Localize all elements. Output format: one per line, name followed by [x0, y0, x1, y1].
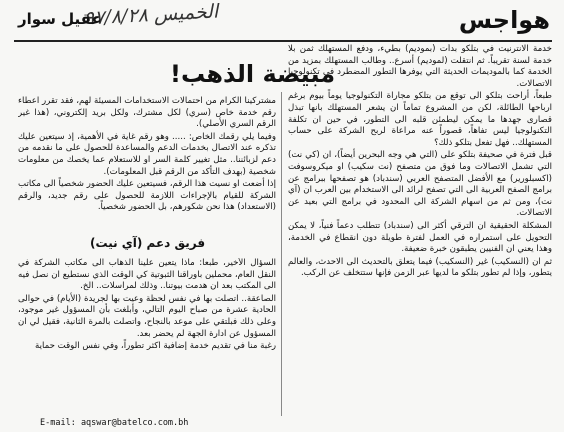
paragraph: طبعاً، أراحت بتلكو الى توقع من بتلكو مجاراة التكنولوجيا يوماً بيوم برغم ارباحها الطائلة، لكن من المشروع تماماً ان يشعر المستهلك بانها تبذل قصارى جهدها ما يمكن ليطمئن قلبه الى التطور، في حين ان تكلفة التكنولوجيا ليس تفاهاً، قصوراً عنه مراعاة لربح الشركة على حساب المستهلك.. فهل تفعل بتلكو ذلك؟ [288, 91, 552, 148]
author-email: E-mail: aqswar@batelco.com.bh [40, 418, 189, 428]
header-rule [14, 40, 552, 42]
paragraph: السؤال الأخير، طبعاً: ماذا يتعين علينا الذهاب الى مكاتب الشركة في النقل العام، محملين باوراقنا الثبوتية كي الوقت الذي نستطيع ان نصل فيه الى المكتب بعد ان هدمت بيوتنا.. وذلك لمراسلات.. الخ. [18, 258, 276, 292]
column-name: هواجس [458, 6, 550, 34]
paragraph: مشتركينا الكرام من احتمالات الاستخدامات المسيئة لهم، فقد تقرر اعطاء رقم خدمة خاص (سري) لكل مشترك، ولكل بريد إلكتروني، (هذا غير الرقم السري الأصلي). [18, 96, 276, 130]
paragraph: المشكلة الحقيقية ان الترقي أكثر الى (سندباد) تتطلب دعماً فنياً، لا يمكن التحويل على استمراره في العمل لفترة طويلة دون انقطاع في الخدمة، وهذا يعني ان الفنيين يطبقون خبرة ضعيفة. [288, 220, 552, 255]
paragraph: خدمة الانترنيت في بتلكو بدأت (بموديم) بطيء، ودفع المستهلك ثمن بلا خدمة لسنة تقريباً. ثم انتقلت (لموديم) أسرع.. وطالب المستهلك بمزيد من الخدمة كما بالموديمات الحديثة التي يوفرها التطور المضطرد في تكنولوجيا الاتصالات. [288, 44, 552, 89]
paragraph: وفيما يلي رقمك الخاص: ..... وهو رقم غاية في الأهمية، إذ سيتعين عليك تذكره عند الاتصال بخدمات الدعم والمساعدة للحصول على ما نقدمه من دعم لزبائننا.. مثل تغيير كلمة السر او للاستعلام عما يخصك من معلومات شخصية (بهدف التأكد من الرقم قبل المعلومات). [18, 131, 276, 177]
headline: مبيضة الذهب! [170, 60, 336, 88]
subheading: فريق دعم (آي نيت) [90, 236, 206, 250]
paragraph: إذا أضعت او نسيت هذا الرقم، فسيتعين عليك الحضور شخصياً الى مكاتب الشركة للقيام بالإجراءات اللازمة للحصول على رقم جديد، والرقم (الاستعداد) هذا نحن شكورهم، بل الحضور شخصياً. [18, 179, 276, 213]
handwritten-date: الخميس ٩٧/٨/٢٨ [83, 0, 219, 30]
paragraph: الصاعقة.. اتصلت بها في نفس لحظة وعيت بها لجريدة (الأيام) في حوالى الحادية عشرة من صباح اليوم التالي، وأبلغت بأن المسؤول غير موجود، وعلى ذلك فبلتقي على موعد بالنجاح، واتصلت بالمرة الثانية، فقيل لي ان المسؤول عن ادارة الجهة لم يحضر بعد. [18, 293, 276, 339]
left-column-top [18, 96, 276, 228]
paragraph: قبل فترة في صحيفة بتلكو على (التي هي وجه البحرين أيضاً)، ان (كي نت) التي تشمل الاتصالات وما فوق من متصفح (نت سكيب) او ميكروسوفت (اكسبلورير) مع الأفضل المتصفح العربي (سندباد) هو تصفحها ببرامج عن برامج الصفح العربية الى التي تصفح لرائد الى الاستخدام بين العرب ان (آي نت)، ومن ثم من اسهام الشركة الى المحدود في برامج التي بعيد عن الاتصالات. [288, 150, 552, 219]
paragraph: رغبة منا في تقديم خدمة إضافية اكثر تطوراً، وفي نفس الوقت حماية [35, 341, 276, 352]
right-column [288, 44, 552, 374]
left-column-bottom [18, 258, 276, 416]
column-divider [281, 92, 282, 416]
author-name: عقيل سوار [18, 10, 102, 28]
paragraph: ثم ان (النسكيب) غير (النسكيب) فيما يتعلق بالتحديث الى الاحدث، والعالم يتطور، وإذا لم تطور بتلكو ما لديها عبر الزمن فإنها ستتخلف عن الركب. [288, 256, 552, 279]
